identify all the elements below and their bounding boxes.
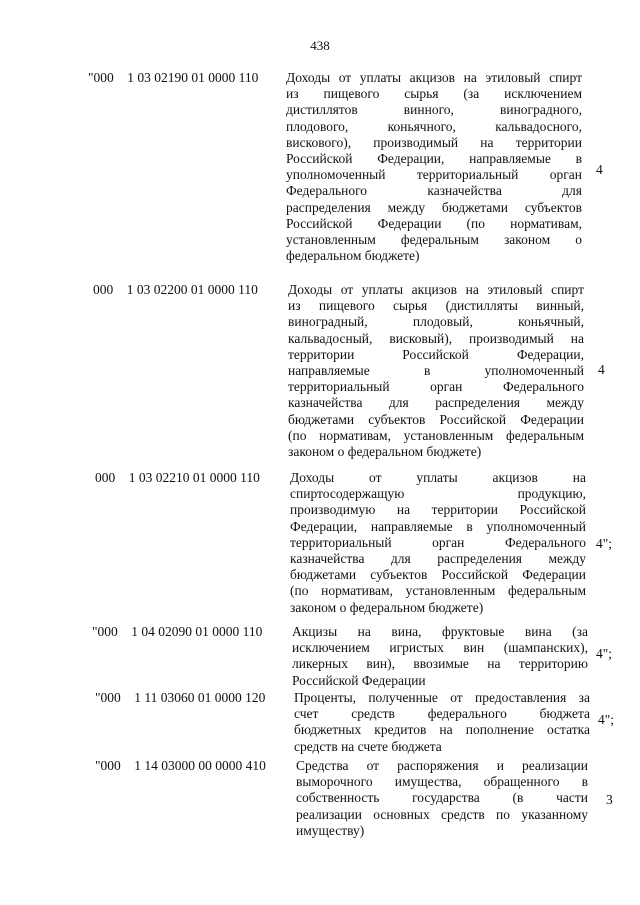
description-line: дистиллятов винного, виноградного, xyxy=(286,102,582,118)
description-line: бюджетных кредитов на пополнение остатка xyxy=(294,722,590,738)
revenue-description xyxy=(296,758,588,839)
description-line: плодового, коньячного, кальвадосного, xyxy=(286,118,582,134)
description-line: реализации основных средств по указанному xyxy=(296,806,588,822)
description-line: (по нормативам, установленным федеральным xyxy=(288,427,584,443)
description-line: территориальный орган Федерального xyxy=(288,379,584,395)
budget-code: "000 1 14 03000 00 0000 410 xyxy=(95,758,266,773)
description-line: ликерных вин), ввозимые на территорию xyxy=(292,656,588,672)
description-line: счет средств федерального бюджета xyxy=(294,706,590,722)
description-line: Федерального казначейства для xyxy=(286,183,582,199)
description-line: средств на счете бюджета xyxy=(294,738,442,754)
normative-value: 4"; xyxy=(596,536,613,551)
description-line: из пищевого сырья (за исключением xyxy=(286,86,582,102)
description-line: спиртосодержащую продукцию, xyxy=(290,486,586,502)
description-line: установленным федеральным законом о xyxy=(286,231,582,247)
revenue-description xyxy=(294,690,590,755)
description-line: федеральном бюджете) xyxy=(286,248,420,264)
description-line: имуществу) xyxy=(296,822,365,838)
description-line: Российской Федерации (по нормативам, xyxy=(286,215,582,231)
description-line: Доходы от уплаты акцизов на этиловый спирт xyxy=(286,70,582,85)
description-line: территориальный орган Федерального xyxy=(290,534,586,550)
description-line: Доходы от уплаты акцизов на этиловый спирт xyxy=(288,282,584,297)
description-line: распределения между бюджетами субъектов xyxy=(286,199,582,215)
description-line: из пищевого сырья (дистилляты винный, xyxy=(288,298,584,314)
description-line: территории Российской Федерации, xyxy=(288,346,584,362)
description-line: исключением игристых вин (шампанских), xyxy=(292,640,588,656)
normative-value: 3 xyxy=(606,792,613,807)
budget-code: "000 1 04 02090 01 0000 110 xyxy=(92,624,263,639)
revenue-description xyxy=(292,624,588,689)
revenue-description xyxy=(286,70,582,264)
revenue-description xyxy=(290,470,586,616)
page-number: 438 xyxy=(310,38,330,53)
budget-code: "000 1 03 02190 01 0000 110 xyxy=(88,70,259,85)
normative-value: 4"; xyxy=(598,712,615,727)
budget-code: "000 1 11 03060 01 0000 120 xyxy=(95,690,266,705)
description-line: Федерации, направляемые в уполномоченный xyxy=(290,518,586,534)
description-line: виноградный, плодовый, коньячный, xyxy=(288,314,584,330)
description-line: Российской Федерации xyxy=(292,672,426,688)
description-line: казначейства для распределения между xyxy=(290,550,586,566)
description-line: законом о федеральном бюджете) xyxy=(290,599,484,615)
description-line: бюджетами субъектов Российской Федерации xyxy=(288,411,584,427)
description-line: вискового), производимый на территории xyxy=(286,134,582,150)
description-line: собственность государства (в части xyxy=(296,790,588,806)
description-line: казначейства для распределения между xyxy=(288,395,584,411)
description-line: Средства от распоряжения и реализации xyxy=(296,758,588,773)
description-line: направляемые в уполномоченный xyxy=(288,362,584,378)
normative-value: 4 xyxy=(598,362,605,377)
description-line: Российской Федерации, направляемые в xyxy=(286,150,582,166)
description-line: кальвадосный, висковый), производимый на xyxy=(288,330,584,346)
budget-code: 000 1 03 02210 01 0000 110 xyxy=(95,470,260,485)
description-line: Акцизы на вина, фруктовые вина (за xyxy=(292,624,588,639)
description-line: выморочного имущества, обращенного в xyxy=(296,774,588,790)
description-line: (по нормативам, установленным федеральным xyxy=(290,583,586,599)
description-line: законом о федеральном бюджете) xyxy=(288,443,482,459)
budget-code: 000 1 03 02200 01 0000 110 xyxy=(93,282,258,297)
description-line: Доходы от уплаты акцизов на xyxy=(290,470,586,485)
description-line: Проценты, полученные от предоставления за xyxy=(294,690,590,705)
description-line: производимую на территории Российской xyxy=(290,502,586,518)
normative-value: 4"; xyxy=(596,646,613,661)
description-line: бюджетами субъектов Российской Федерации xyxy=(290,567,586,583)
normative-value: 4 xyxy=(596,162,603,177)
revenue-description xyxy=(288,282,584,460)
description-line: уполномоченный территориальный орган xyxy=(286,167,582,183)
